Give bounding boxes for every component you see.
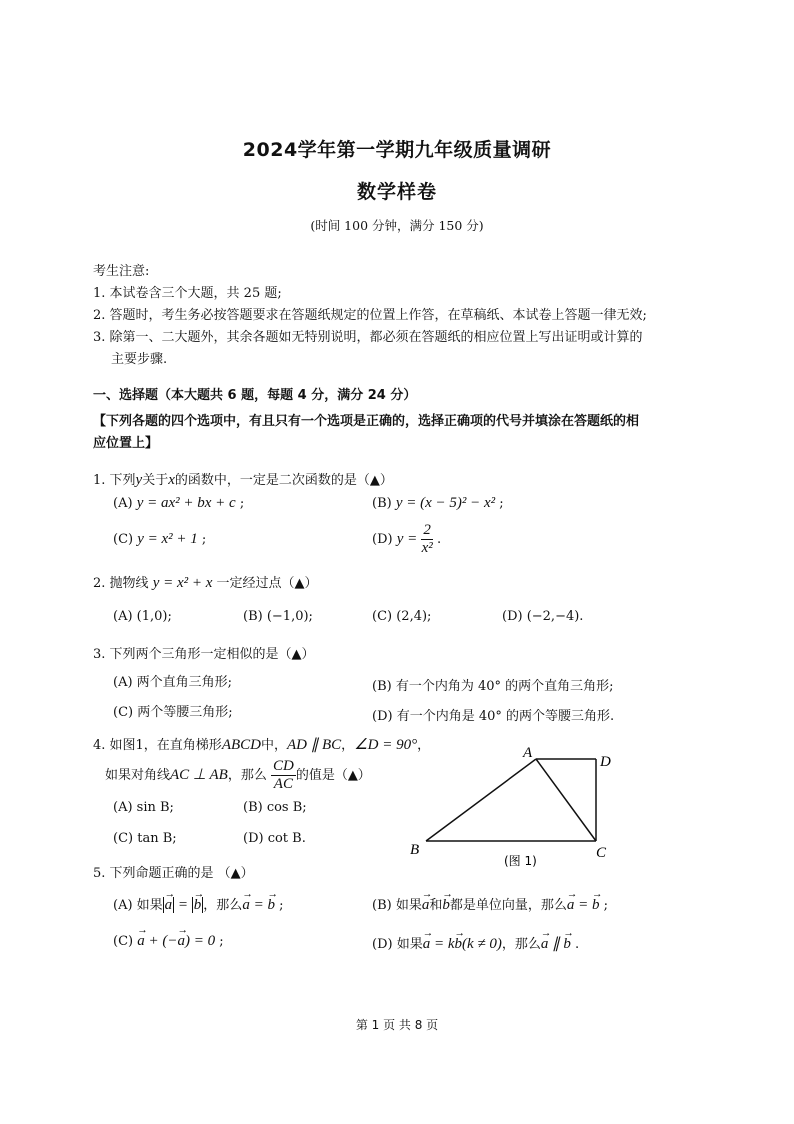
- option-b: (B) cos B;: [243, 800, 307, 815]
- segment-ac: [536, 759, 596, 841]
- option-c: (C) y = x² + 1 ;: [113, 531, 207, 547]
- question-3-stem: 3. 下列两个三角形一定相似的是（▲）: [93, 647, 315, 662]
- option-d: (D) y = $\frac{2}{\text{x²}}$ .: [372, 522, 442, 556]
- question-2-stem: 2. 抛物线 y = x² + x 一定经过点（▲）: [93, 575, 318, 591]
- notice-item: 3. 除第一、二大题外，其余各题如无特别说明，都必须在答题纸的相应位置上写出证明或计算的: [93, 330, 643, 345]
- option-b: (B) 有一个内角为 40° 的两个直角三角形;: [372, 679, 614, 694]
- trapezoid-figure: [400, 742, 630, 872]
- option-a: (A) 如果→ a = → b ，那么→ a = → b ;: [113, 894, 283, 914]
- option-d: (D) 如果→ a = k→ b(k ≠ 0)，那么→ a ∥ → b .: [372, 933, 579, 953]
- question-4-stem: 4. 如图1，在直角梯形ABCD中，AD ∥ BC，∠D = 90°，: [93, 737, 431, 753]
- section-instruction: 应位置上】: [93, 436, 159, 451]
- question-5-stem: 5. 下列命题正确的是 （▲）: [93, 866, 254, 881]
- point-label-d: D: [600, 754, 611, 770]
- section-instruction: 【下列各题的四个选项中，有且只有一个选项是正确的，选择正确项的代号并填涂在答题纸的相: [93, 414, 640, 429]
- point-label-c: C: [596, 845, 607, 861]
- section-heading: 一、选择题（本大题共 6 题，每题 4 分，满分 24 分）: [93, 388, 417, 403]
- question-1-stem: 1. 下列y关于x的函数中，一定是二次函数的是（▲）: [93, 472, 393, 488]
- option-b: (B) 如果→ a和→ b都是单位向量，那么→ a = → b ;: [372, 894, 608, 914]
- option-b: (B) (−1,0);: [243, 609, 313, 624]
- option-a: (A) y = ax² + bx + c ;: [113, 495, 245, 511]
- option-c: (C) → a + (−→ a) = 0 ;: [113, 933, 224, 950]
- option-a: (A) (1,0);: [113, 609, 172, 624]
- option-d: (D) (−2,−4).: [502, 609, 584, 624]
- option-a: (A) 两个直角三角形;: [113, 675, 233, 690]
- segment-ab: [426, 759, 536, 841]
- point-label-a: A: [523, 745, 533, 761]
- figure-caption: (图 1): [504, 854, 537, 868]
- notice-item: 1. 本试卷含三个大题，共 25 题;: [93, 286, 282, 301]
- point-label-b: B: [410, 842, 420, 858]
- time-note: (时间 100 分钟，满分 150 分): [310, 218, 484, 233]
- option-c: (C) tan B;: [113, 831, 177, 846]
- option-a: (A) sin B;: [113, 800, 174, 815]
- option-c: (C) 两个等腰三角形;: [113, 705, 233, 720]
- exam-title: 2024学年第一学期九年级质量调研: [242, 139, 552, 161]
- page-number: 第 1 页 共 8 页: [355, 1018, 439, 1032]
- notice-item: 2. 答题时，考生务必按答题要求在答题纸规定的位置上作答，在草稿纸、本试卷上答题一律无效;: [93, 308, 647, 323]
- option-d: (D) cot B.: [243, 831, 306, 846]
- option-c: (C) (2,4);: [372, 609, 432, 624]
- notice-heading: 考生注意:: [93, 264, 150, 279]
- option-d: (D) 有一个内角是 40° 的两个等腰三角形.: [372, 709, 615, 724]
- notice-item: 主要步骤.: [111, 352, 168, 367]
- exam-subtitle: 数学样卷: [356, 181, 437, 203]
- question-4-stem-cont: 如果对角线AC ⊥ AB，那么 $\frac{CD}{AC}$ 的值是（▲）: [105, 758, 371, 792]
- option-b: (B) y = (x − 5)² − x² ;: [372, 495, 504, 511]
